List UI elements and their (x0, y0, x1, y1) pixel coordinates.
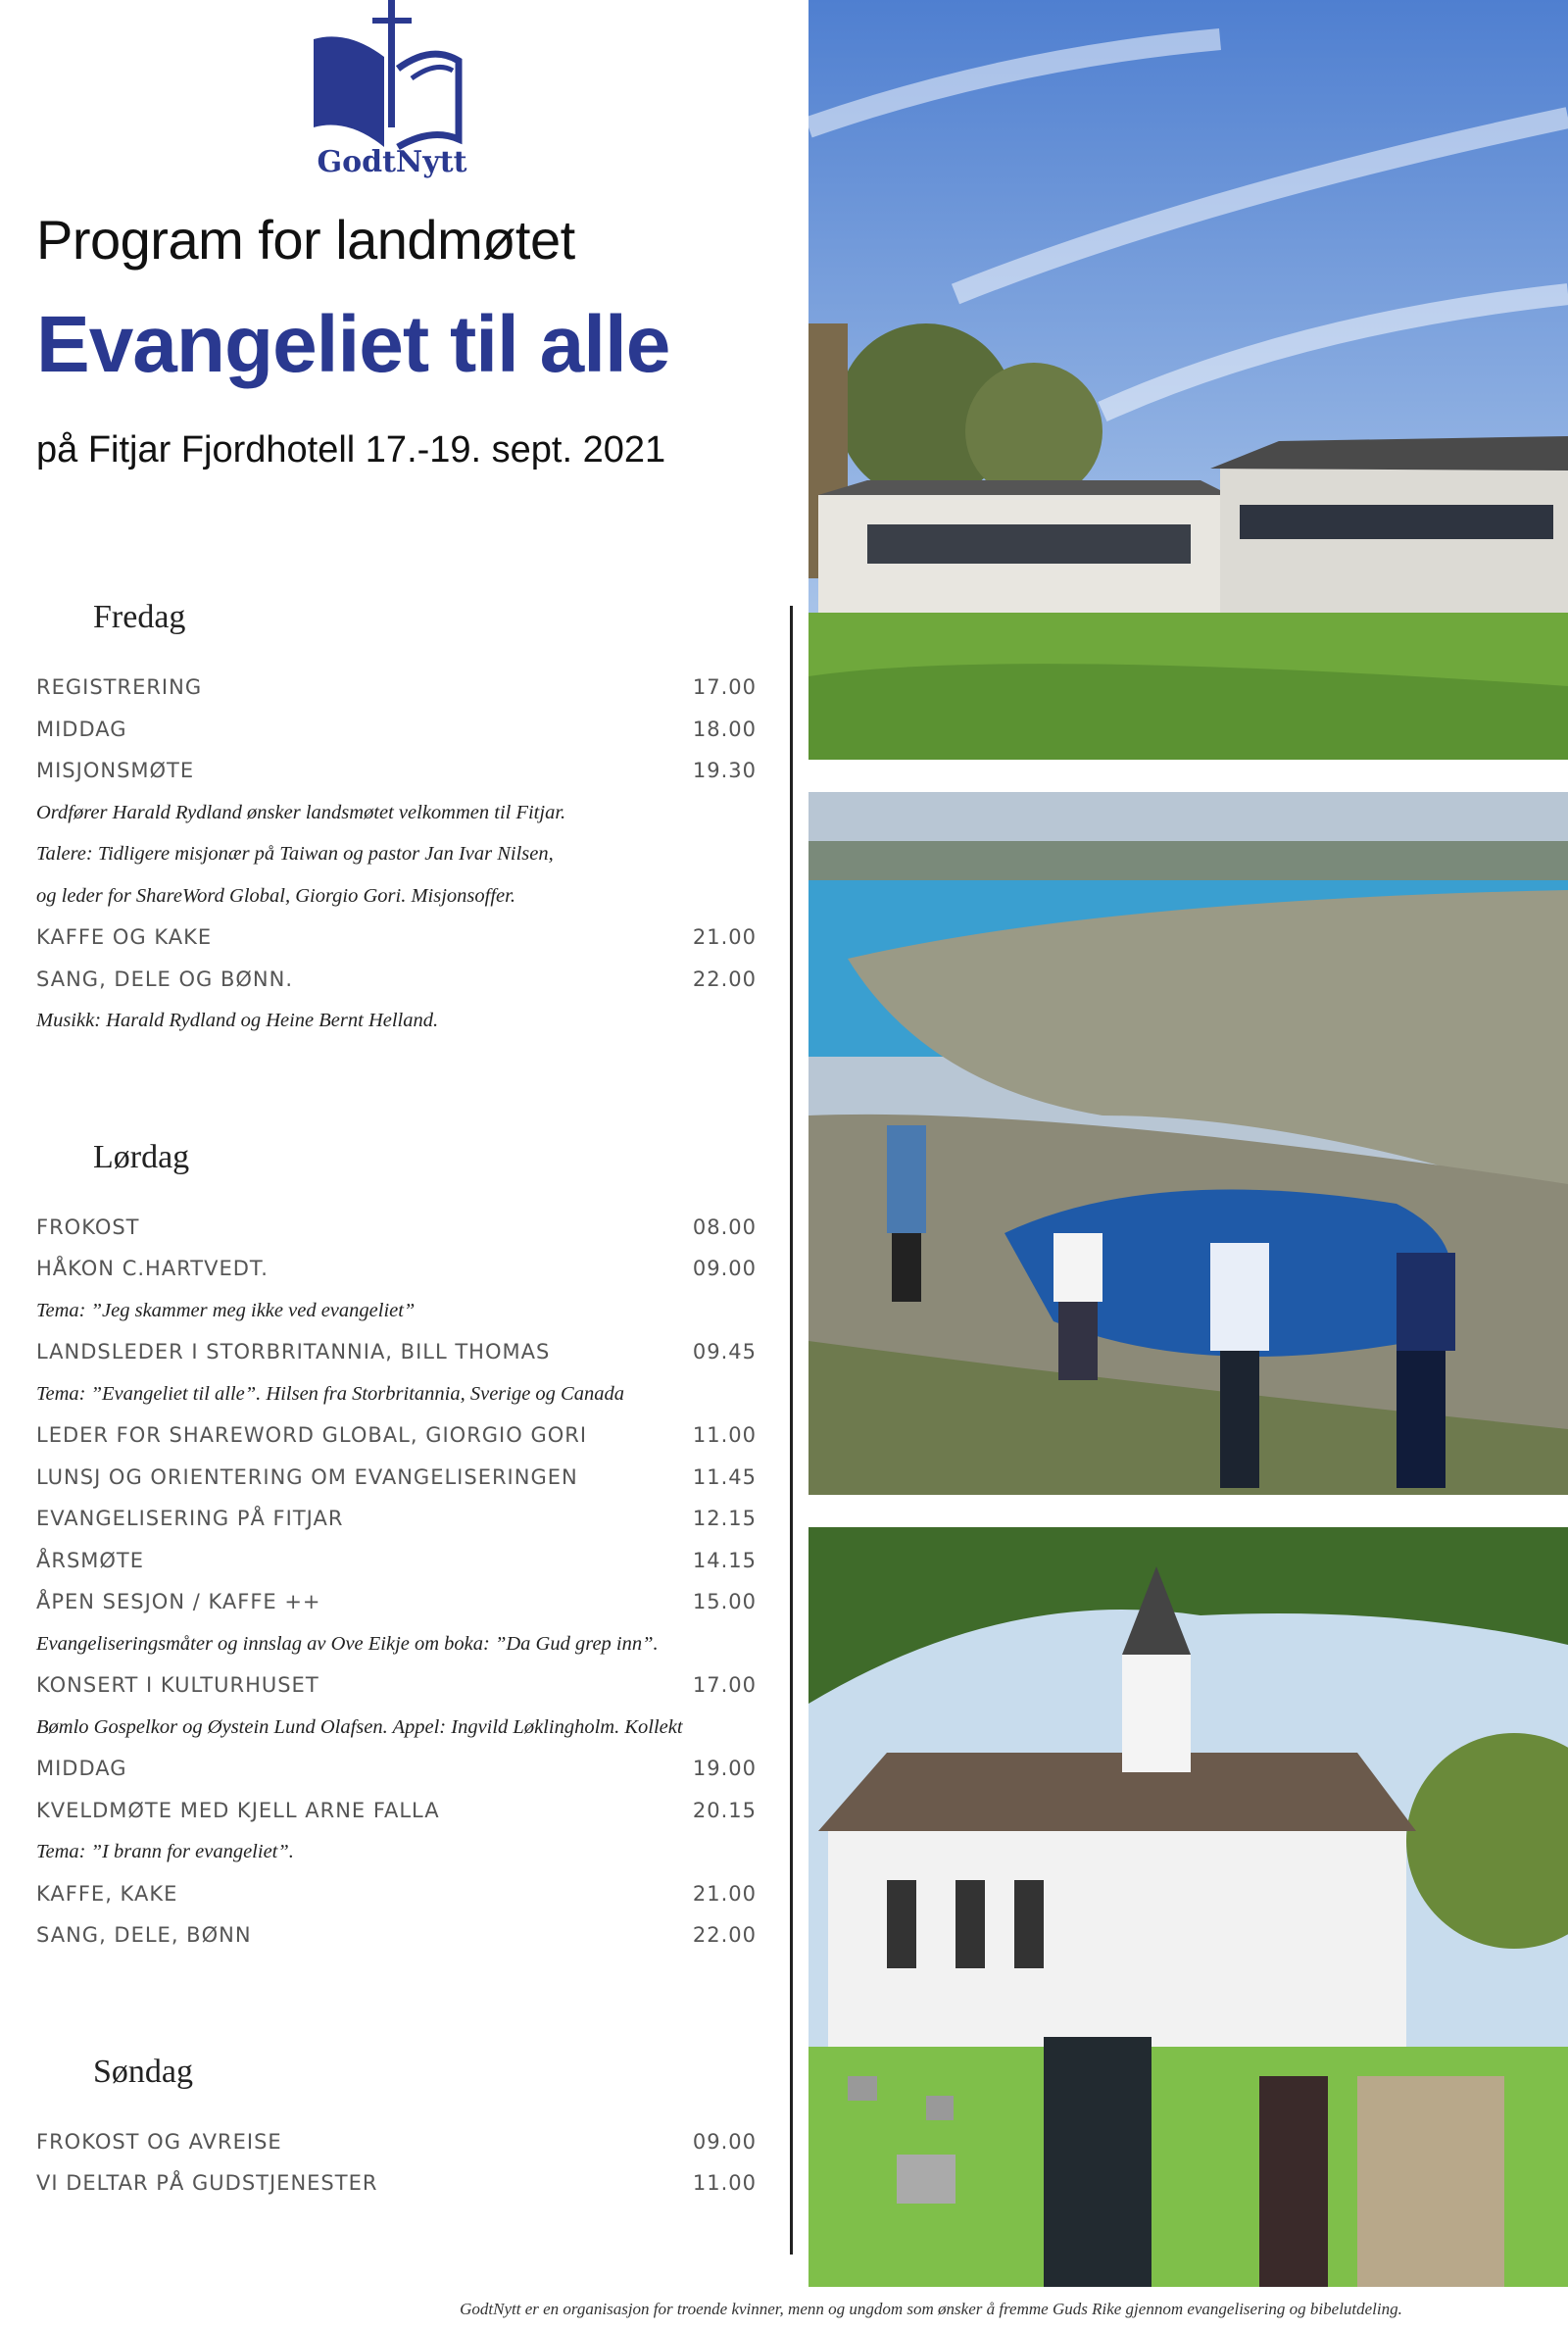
row-time: 18.00 (692, 717, 757, 741)
schedule-row (36, 2162, 757, 2205)
row-time: 19.30 (692, 759, 757, 782)
schedule-row (36, 1498, 757, 1540)
row-label: VI DELTAR PÅ GUDSTJENESTER (36, 2171, 378, 2195)
hotel-photo (808, 0, 1568, 760)
godtnytt-logo (294, 0, 490, 196)
row-label: KONSERT I KULTURHUSET (36, 1673, 319, 1697)
row-note: Tema: ”Evangeliet til alle”. Hilsen fra Storbritannia, Sverige og Canada (36, 1382, 624, 1405)
schedule-row (36, 1914, 757, 1957)
row-time: 08.00 (692, 1215, 757, 1239)
event-location: på Fitjar Fjordhotell 17.-19. sept. 2021 (36, 429, 666, 471)
row-label: KAFFE, KAKE (36, 1881, 178, 1906)
schedule-row (36, 1540, 757, 1582)
row-note: og leder for ShareWord Global, Giorgio Gori. Misjonsoffer. (36, 884, 515, 907)
row-time: 15.00 (692, 1590, 757, 1613)
row-label: LEDER FOR SHAREWORD GLOBAL, GIORGIO GORI (36, 1423, 588, 1447)
program-schedule (36, 588, 757, 2205)
row-note: Bømlo Gospelkor og Øystein Lund Olafsen. Appel: Ingvild Løklingholm. Kollekt (36, 1715, 683, 1738)
schedule-row (36, 1873, 757, 1915)
schedule-row (36, 1748, 757, 1790)
row-label: MIDDAG (36, 1757, 127, 1780)
row-note: Evangeliseringsmåter og innslag av Ove Eikje om boka: ”Da Gud grep inn”. (36, 1632, 659, 1655)
row-time: 09.45 (692, 1340, 757, 1363)
row-label: MISJONSMØTE (36, 759, 195, 782)
row-label: FROKOST OG AVREISE (36, 2129, 282, 2154)
schedule-row (36, 1790, 757, 1832)
row-label: KVELDMØTE MED KJELL ARNE FALLA (36, 1798, 440, 1822)
day-heading-lordag: Lørdag (93, 1138, 190, 1175)
page-subtitle: Program for landmøtet (36, 209, 575, 271)
row-time: 09.00 (692, 2129, 757, 2154)
row-time: 17.00 (692, 1673, 757, 1697)
row-label: HÅKON C.HARTVEDT. (36, 1257, 269, 1280)
row-time: 22.00 (692, 967, 757, 991)
row-time: 14.15 (692, 1548, 757, 1572)
row-label: ÅRSMØTE (36, 1548, 145, 1572)
schedule-row (36, 2121, 757, 2163)
row-time: 20.15 (692, 1798, 757, 1822)
row-label: KAFFE OG KAKE (36, 925, 213, 949)
row-time: 21.00 (692, 925, 757, 949)
schedule-row (36, 917, 757, 959)
schedule-row (36, 1664, 757, 1707)
row-time: 09.00 (692, 1257, 757, 1280)
row-label: LUNSJ OG ORIENTERING OM EVANGELISERINGEN (36, 1464, 578, 1489)
day-heading-fredag: Fredag (93, 599, 186, 635)
row-note: Ordfører Harald Rydland ønsker landsmøtet velkommen til Fitjar. (36, 801, 566, 823)
page-title: Evangeliet til alle (36, 300, 670, 389)
row-label: ÅPEN SESJON / KAFFE ++ (36, 1590, 321, 1613)
schedule-row (36, 667, 757, 709)
schedule-row (36, 709, 757, 751)
row-label: LANDSLEDER I STORBRITANNIA, BILL THOMAS (36, 1340, 551, 1363)
row-label: SANG, DELE OG BØNN. (36, 967, 294, 991)
cross-book-icon (294, 0, 490, 157)
day-heading-sondag: Søndag (93, 2053, 193, 2090)
row-label: FROKOST (36, 1215, 140, 1239)
row-note: Musikk: Harald Rydland og Heine Bernt Helland. (36, 1010, 439, 1031)
fjord-hikers-photo (808, 792, 1568, 1495)
row-note: Talere: Tidligere misjonær på Taiwan og pastor Jan Ivar Nilsen, (36, 843, 554, 865)
row-time: 17.00 (692, 675, 757, 699)
schedule-row (36, 1457, 757, 1499)
schedule-row (36, 1414, 757, 1457)
schedule-row (36, 750, 757, 792)
schedule-row (36, 959, 757, 1001)
schedule-row (36, 1581, 757, 1623)
row-label: EVANGELISERING PÅ FITJAR (36, 1507, 344, 1530)
footer-text (0, 2300, 1568, 2319)
row-time: 11.00 (692, 2171, 757, 2195)
church-photo (808, 1527, 1568, 2287)
row-label: SANG, DELE, BØNN (36, 1923, 252, 1947)
row-time: 11.45 (692, 1464, 757, 1489)
row-time: 21.00 (692, 1881, 757, 1906)
schedule-row (36, 1207, 757, 1249)
row-note: Tema: ”I brann for evangeliet”. (36, 1841, 294, 1862)
row-note: Tema: ”Jeg skammer meg ikke ved evangeliet” (36, 1299, 416, 1321)
divider-line (790, 606, 793, 2255)
row-label: MIDDAG (36, 717, 127, 741)
schedule-row (36, 1331, 757, 1373)
footer-line: GodtNytt er en organisasjon for troende kvinner, menn og ungdom som ønsker å fremme Guds Rike gjennom evangelisering og bibelutdeling. (460, 2300, 1402, 2318)
logo-text: GodtNytt (317, 145, 467, 179)
schedule-row (36, 1248, 757, 1290)
row-label: REGISTRERING (36, 675, 203, 699)
row-time: 22.00 (692, 1923, 757, 1947)
row-time: 12.15 (692, 1507, 757, 1530)
row-time: 11.00 (692, 1423, 757, 1447)
row-time: 19.00 (692, 1757, 757, 1780)
